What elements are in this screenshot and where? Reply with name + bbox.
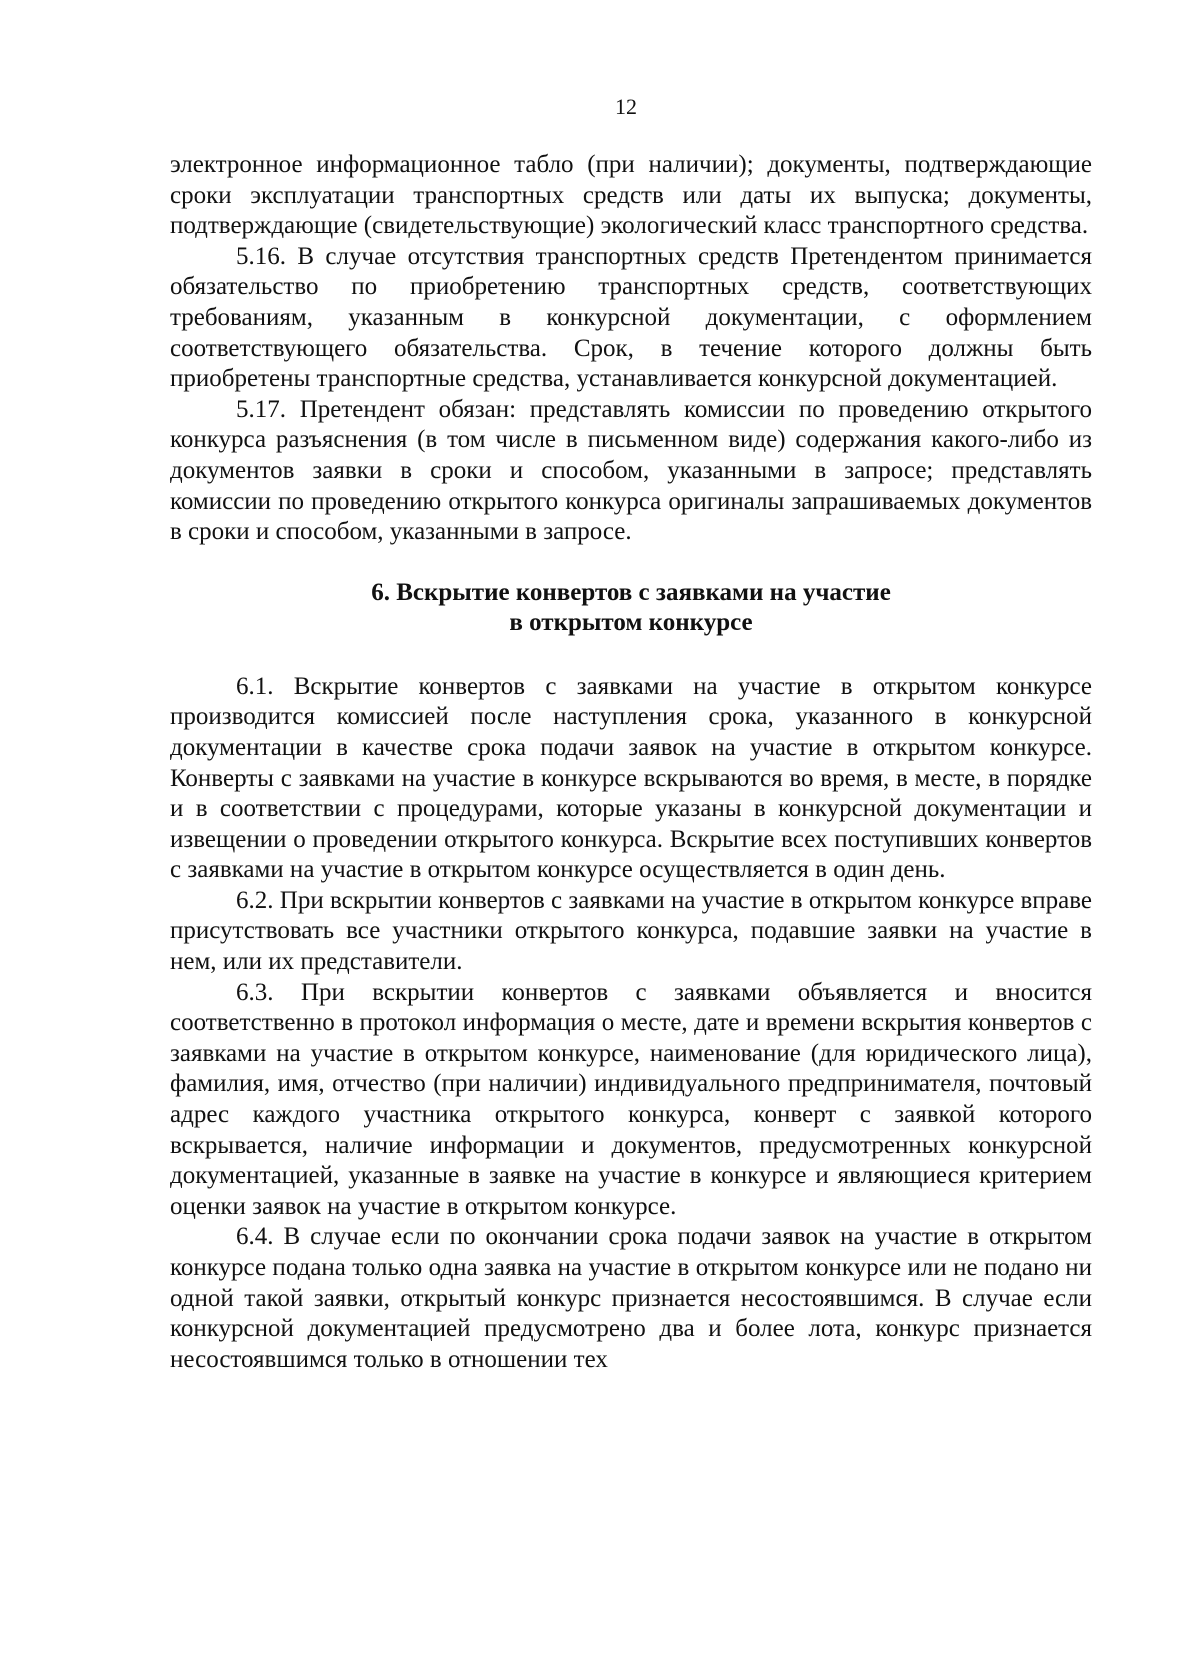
paragraph-5-17: 5.17. Претендент обязан: представлять комиссии по проведению открытого конкурса разъяснения (в том числе в письменном виде) содержания какого-либо из документов заявки в сроки и способом, указанными в запросе; представлять комиссии по проведению открытого конкурса оригиналы запрашиваемых документов в сроки и способом, указанными в запросе.	[170, 395, 1092, 546]
page-number: 12	[615, 94, 637, 119]
section-heading-line-1: 6. Вскрытие конвертов с заявками на участие	[371, 578, 891, 606]
paragraph-6-2: 6.2. При вскрытии конвертов с заявками на участие в открытом конкурсе вправе присутствовать все участники открытого конкурса, подавшие заявки на участие в нем, или их представители.	[170, 886, 1092, 976]
paragraph-6-4: 6.4. В случае если по окончании срока подачи заявок на участие в открытом конкурсе подана только одна заявка на участие в открытом конкурсе или не подано ни одной такой заявки, открытый конкурс признается несостоявшимся. В случае если конкурсной документацией предусмотрено два и более лота, конкурс признается несостоявшимся только в отношении тех	[170, 1223, 1092, 1373]
document-body	[170, 150, 1092, 1375]
paragraph-6-1: 6.1. Вскрытие конвертов с заявками на участие в открытом конкурсе производится комиссией после наступления срока, указанного в конкурсной документации в качестве срока подачи заявок на участие в открытом конкурсе. Конверты с заявками на участие в конкурсе вскрываются во время, в месте, в порядке и в соответствии с процедурами, которые указаны в конкурсной документации и извещении о проведении открытого конкурса. Вскрытие всех поступивших конвертов с заявками на участие в открытом конкурсе осуществляется в один день.	[170, 672, 1092, 884]
section-heading-line-2: в открытом конкурсе	[509, 608, 753, 636]
paragraph-5-16: 5.16. В случае отсутствия транспортных средств Претендентом принимается обязательство по приобретению транспортных средств, соответствующих требованиям, указанным в конкурсной документации, с оформлением соответствующего обязательства. Срок, в течение которого должны быть приобретены транспортные средства, устанавливается конкурсной документацией.	[170, 242, 1092, 393]
paragraph-6-3: 6.3. При вскрытии конвертов с заявками объявляется и вносится соответственно в протокол информация о месте, дате и времени вскрытия конвертов с заявками на участие в открытом конкурсе, наименование (для юридического лица), фамилия, имя, отчество (при наличии) индивидуального предпринимателя, почтовый адрес каждого участника открытого конкурса, конверт с заявкой которого вскрывается, наличие информации и документов, предусмотренных конкурсной документацией, указанные в заявке на участие в конкурсе и являющиеся критерием оценки заявок на участие в открытом конкурсе.	[170, 978, 1092, 1220]
section-heading	[170, 578, 1092, 638]
paragraph-continuation: электронное информационное табло (при наличии); документы, подтверждающие сроки эксплуатации транспортных средств или даты их выпуска; документы, подтверждающие (свидетельствующие) экологический класс транспортного средства.	[170, 151, 1092, 240]
